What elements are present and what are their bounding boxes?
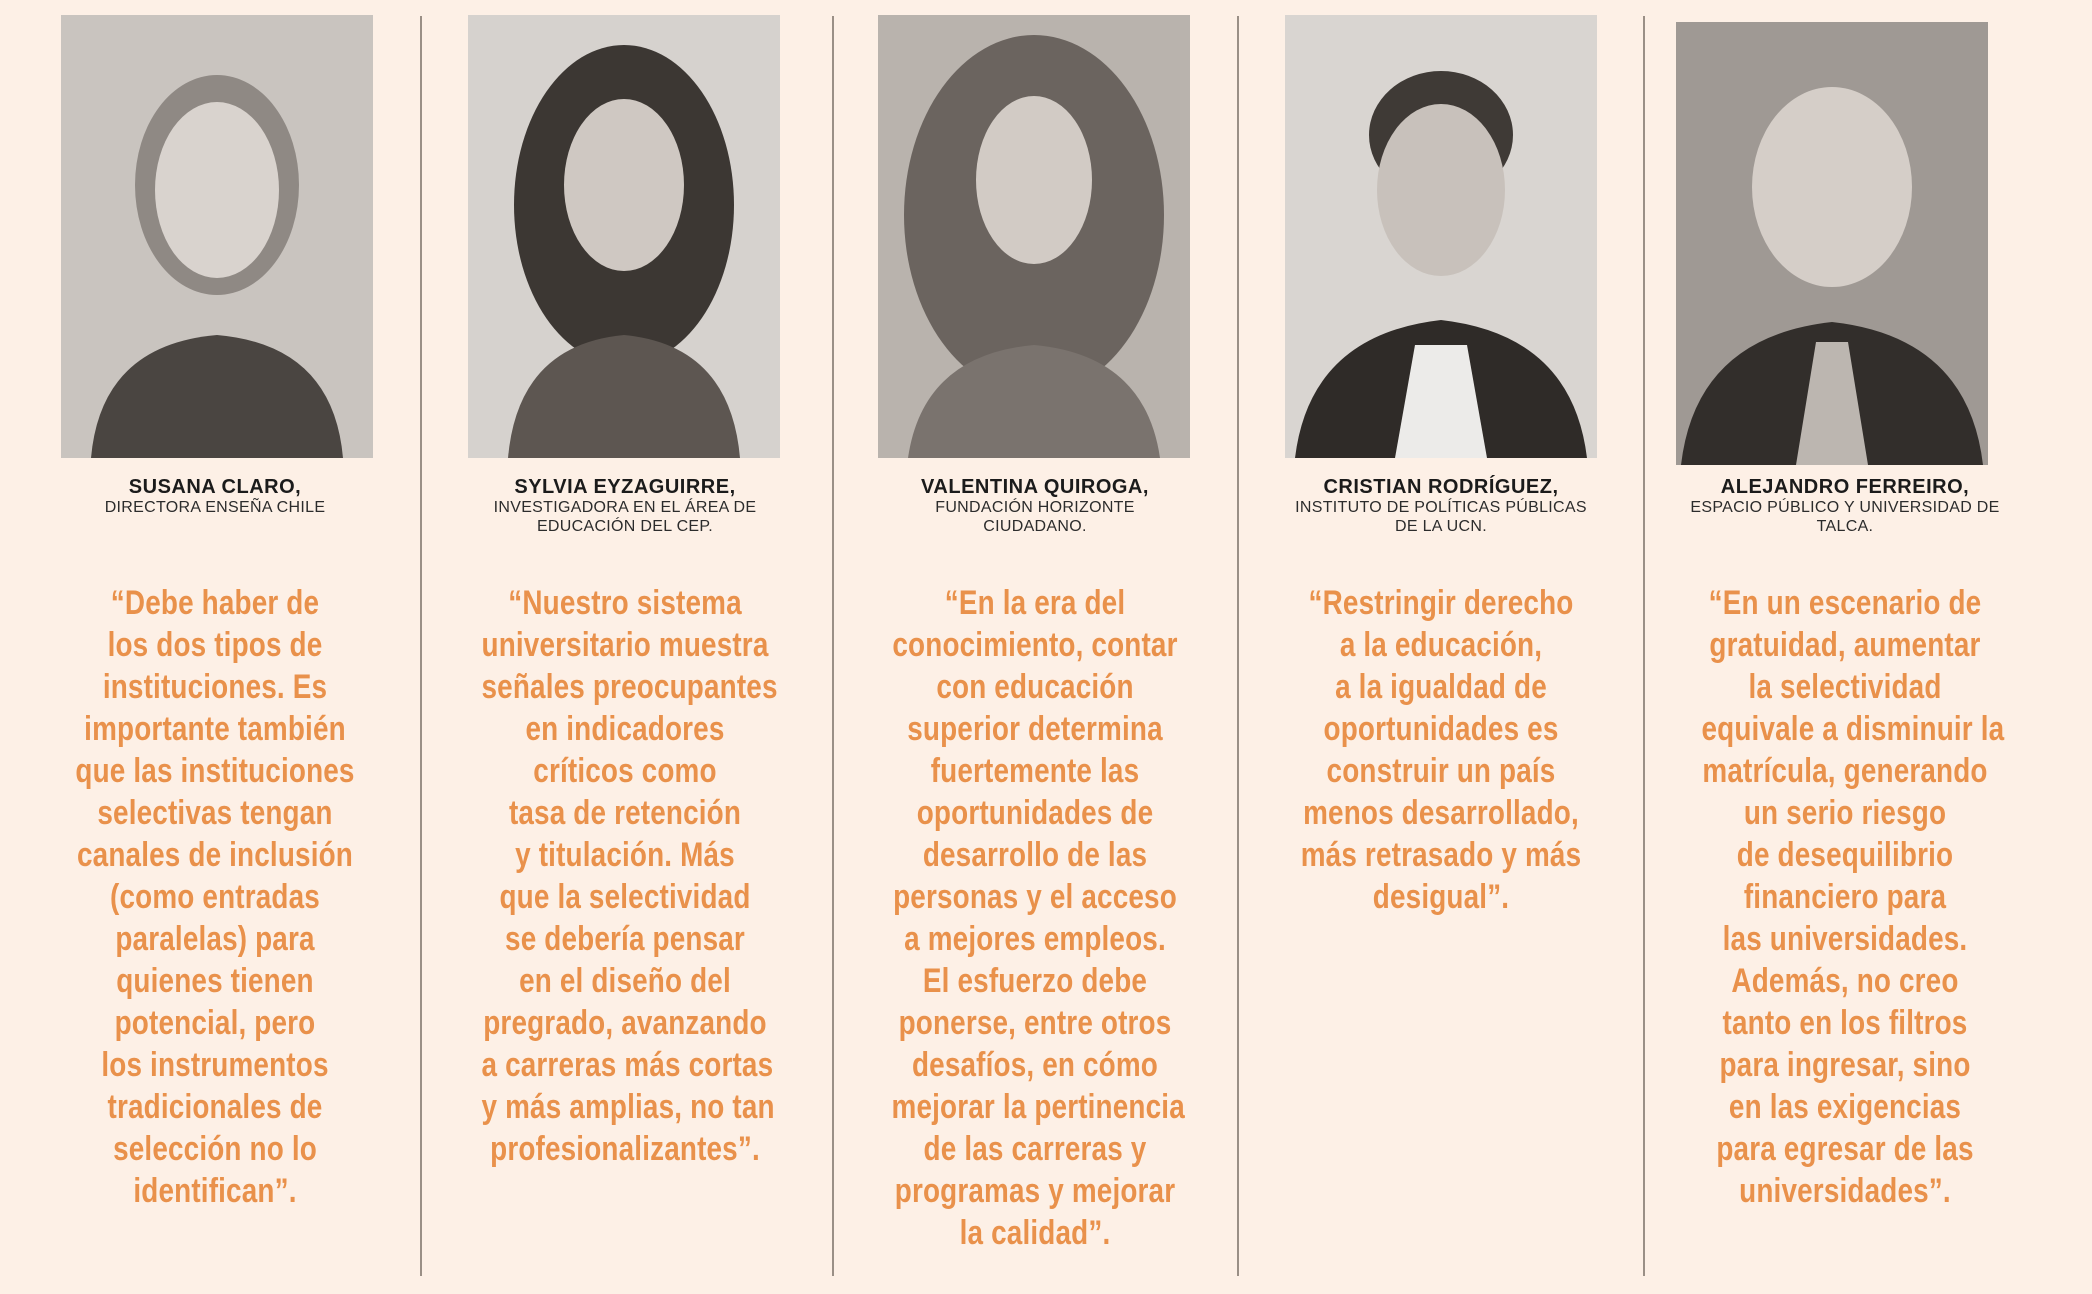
quote-line: oportunidades de	[916, 794, 1154, 832]
quote-line: tradicionales de	[107, 1088, 323, 1126]
quote-line: señales preocupantes	[481, 668, 778, 706]
quote-line: conocimiento, contar	[892, 626, 1178, 664]
quote-line: la calidad”.	[959, 1214, 1111, 1252]
portrait-photo	[61, 15, 373, 458]
quote-text	[891, 582, 1185, 1254]
quote-line: (como entradas	[110, 878, 320, 916]
profile-sylvia-eyzaguirre	[450, 0, 800, 1294]
quote-line: universidades”.	[1739, 1172, 1951, 1210]
portrait-silhouette	[1676, 22, 1988, 465]
quote-line: desarrollo de las	[922, 836, 1148, 874]
quote-line: desigual”.	[1372, 878, 1510, 916]
quote-line: menos desarrollado,	[1303, 794, 1579, 832]
quote-line: críticos como	[533, 752, 717, 790]
quote-line: programas y mejorar	[894, 1172, 1176, 1210]
quote-line: se debería pensar	[505, 920, 745, 958]
quote-line: construir un país	[1326, 752, 1556, 790]
portrait-photo	[1285, 15, 1597, 458]
quote-line: ponerse, entre otros	[898, 1004, 1172, 1042]
quote-line: en el diseño del	[519, 962, 731, 1000]
quote-line: equivale a disminuir la	[1701, 710, 2005, 748]
quote-line: financiero para	[1743, 878, 1947, 916]
person-role: ESPACIO PÚBLICO Y UNIVERSIDAD DE TALCA.	[1690, 499, 2000, 535]
quote-line: “Restringir derecho	[1308, 584, 1574, 622]
quote-line: quienes tienen	[116, 962, 314, 1000]
quote-line: con educación	[936, 668, 1134, 706]
quote-line: tanto en los filtros	[1722, 1004, 1968, 1042]
quote-line: un serio riesgo	[1743, 794, 1947, 832]
person-role: INVESTIGADORA EN EL ÁREA DE EDUCACIÓN DEL CEP.	[493, 499, 757, 535]
portrait-photo	[468, 15, 780, 458]
quote-line: instituciones. Es	[102, 668, 328, 706]
person-name: VALENTINA QUIROGA,	[921, 476, 1149, 498]
quote-line: pregrado, avanzando	[483, 1004, 767, 1042]
quote-line: paralelas) para	[115, 920, 315, 958]
column-divider	[1237, 16, 1239, 1276]
quote-line: en indicadores	[525, 710, 725, 748]
column-divider	[832, 16, 834, 1276]
quote-line: identifican”.	[133, 1172, 297, 1210]
person-name: SYLVIA EYZAGUIRRE,	[514, 476, 736, 498]
profile-alejandro-ferreiro	[1670, 0, 2020, 1294]
profile-susana-claro	[40, 0, 390, 1294]
quote-line: “Debe haber de	[110, 584, 320, 622]
quote-line: de desequilibrio	[1736, 836, 1954, 874]
portrait-photo	[878, 15, 1190, 458]
quote-line: “En la era del	[944, 584, 1126, 622]
quote-line: superior determina	[907, 710, 1163, 748]
quote-line: de las carreras y	[923, 1130, 1147, 1168]
quote-line: para egresar de las	[1716, 1130, 1974, 1168]
person-role: FUNDACIÓN HORIZONTE CIUDADANO.	[935, 499, 1135, 535]
quote-line: los dos tipos de	[107, 626, 323, 664]
person-role: INSTITUTO DE POLÍTICAS PÚBLICAS DE LA UCN.	[1295, 499, 1587, 535]
quote-line: matrícula, generando	[1702, 752, 1988, 790]
quote-line: a la igualdad de	[1335, 668, 1547, 706]
quote-line: más retrasado y más	[1300, 836, 1582, 874]
person-name: CRISTIAN RODRÍGUEZ,	[1323, 476, 1559, 498]
quote-line: importante también	[84, 710, 346, 748]
quote-line: Además, no creo	[1731, 962, 1959, 1000]
quote-line: selección no lo	[113, 1130, 317, 1168]
quote-line: gratuidad, aumentar	[1709, 626, 1981, 664]
portrait-silhouette	[468, 15, 780, 458]
portrait-silhouette	[61, 15, 373, 458]
quote-text	[1298, 582, 1585, 918]
quote-line: potencial, pero	[114, 1004, 316, 1042]
quote-line: tasa de retención	[508, 794, 742, 832]
quote-text	[1701, 582, 2005, 1212]
quote-line: desafíos, en cómo	[911, 1046, 1159, 1084]
quote-line: canales de inclusión	[77, 836, 353, 874]
quote-line: selectivas tengan	[97, 794, 333, 832]
person-name: SUSANA CLARO,	[128, 476, 302, 498]
quote-line: mejorar la pertinencia	[891, 1088, 1185, 1126]
quote-line: para ingresar, sino	[1719, 1046, 1971, 1084]
person-name: ALEJANDRO FERREIRO,	[1720, 476, 1970, 498]
quote-line: la selectividad	[1748, 668, 1942, 706]
quote-line: “En un escenario de	[1708, 584, 1982, 622]
quote-line: fuertemente las	[930, 752, 1140, 790]
quote-line: los instrumentos	[101, 1046, 329, 1084]
portrait-silhouette	[1285, 15, 1597, 458]
quote-text	[481, 582, 778, 1170]
person-role: DIRECTORA ENSEÑA CHILE	[104, 499, 326, 516]
profile-valentina-quiroga	[860, 0, 1210, 1294]
quote-line: profesionalizantes”.	[490, 1130, 760, 1168]
column-divider	[420, 16, 422, 1276]
quote-line: y más amplias, no tan	[481, 1088, 775, 1126]
quote-line: a la educación,	[1339, 626, 1543, 664]
quote-line: El esfuerzo debe	[922, 962, 1148, 1000]
quote-line: que las instituciones	[75, 752, 355, 790]
quote-line: personas y el acceso	[893, 878, 1177, 916]
quote-line: universitario muestra	[481, 626, 769, 664]
portrait-silhouette	[878, 15, 1190, 458]
quote-line: “Nuestro sistema	[508, 584, 742, 622]
quote-line: a mejores empleos.	[904, 920, 1166, 958]
quote-line: oportunidades es	[1323, 710, 1559, 748]
quote-line: en las exigencias	[1728, 1088, 1962, 1126]
profile-cristian-rodriguez	[1266, 0, 1616, 1294]
column-divider	[1643, 16, 1645, 1276]
quote-line: las universidades.	[1722, 920, 1968, 958]
portrait-photo	[1676, 22, 1988, 465]
quote-text	[72, 582, 359, 1212]
quote-line: a carreras más cortas	[481, 1046, 774, 1084]
quote-line: que la selectividad	[499, 878, 751, 916]
quote-line: y titulación. Más	[515, 836, 735, 874]
